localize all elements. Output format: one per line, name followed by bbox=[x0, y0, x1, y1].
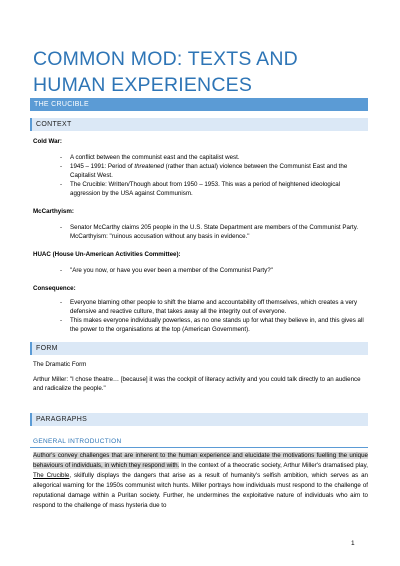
list-item: - "Are you now, or have you ever been a member of the Communist Party?" bbox=[60, 267, 273, 274]
introduction-paragraph: Author's convey challenges that are inherent to the human experience and elucidate the motivations fuelling the unique behaviours of individuals, in which they respond with. In the context of a theocratic society, Arthur Miller's dramatised play, The Crucible, skilfully displays the dangers that arise as a result of humanity's selfish ambition, which serves as an allegorical warning for the 1950s communist witch hunts. Miller portrays how individuals must respond to the challenge of reputational damage within a Puritan society. Further, he undermines the exploitative nature of individuals who aim to respond to the challenge of mass hysteria due to bbox=[33, 452, 368, 510]
list-item: - 1945 – 1991: Period of threatened (rather than actual) violence between the Communist East and the Capitalist West. bbox=[60, 163, 348, 179]
page-number: 1 bbox=[351, 540, 355, 547]
cold-war-list bbox=[33, 153, 368, 198]
form-quote: Arthur Miller: "I chose theatre… [because] it was the cockpit of literacy activity and you could talk directly to an audience and radicalize the people." bbox=[33, 376, 361, 392]
section-band-form: FORM bbox=[30, 342, 368, 355]
page-title: COMMON MOD: TEXTS AND HUMAN EXPERIENCES bbox=[33, 48, 298, 96]
list-item: - Everyone blaming other people to shift the blame and accountability off themselves, which creates a very defensive and reactive culture, that takes away all the integrity out of everyone. bbox=[60, 299, 358, 315]
cold-war-heading: Cold War: bbox=[33, 138, 62, 145]
mccarthyism-list bbox=[33, 223, 368, 241]
form-line: The Dramatic Form bbox=[33, 361, 87, 368]
huac-heading: HUAC (House Un-American Activities Committee): bbox=[33, 251, 181, 258]
huac-list bbox=[33, 266, 368, 275]
list-item: - This makes everyone individually powerless, as no one stands up for what they believe in, and this gives all the power to the organisations at the top (American Government). bbox=[60, 317, 364, 333]
section-band-context: CONTEXT bbox=[30, 118, 368, 131]
general-introduction-heading: GENERAL INTRODUCTION bbox=[33, 438, 122, 445]
section-band-crucible: THE CRUCIBLE bbox=[30, 98, 368, 111]
list-item: - The Crucible: Written/Though about from 1950 – 1953. This was a period of heightened ideological aggression by the USA against Communism. bbox=[60, 181, 341, 197]
consequence-list bbox=[33, 298, 368, 334]
highlighted-text: Author's convey challenges that are inherent to the human experience and elucidate the motivations fuelling the unique behaviours of individuals, in which they respond with. bbox=[33, 452, 368, 470]
section-band-paragraphs: PARAGRAPHS bbox=[30, 413, 368, 426]
list-item: - A conflict between the communist east and the capitalist west. bbox=[60, 154, 240, 161]
play-title: The Crucible bbox=[33, 472, 70, 480]
mccarthyism-heading: McCarthyism: bbox=[33, 208, 74, 215]
consequence-heading: Consequence: bbox=[33, 285, 76, 292]
heading-rule bbox=[30, 447, 368, 448]
list-item: - Senator McCarthy claims 205 people in the U.S. State Department are members of the Communist Party. McCarthyism: "ruinous accusation without any basis in evidence." bbox=[60, 224, 359, 240]
